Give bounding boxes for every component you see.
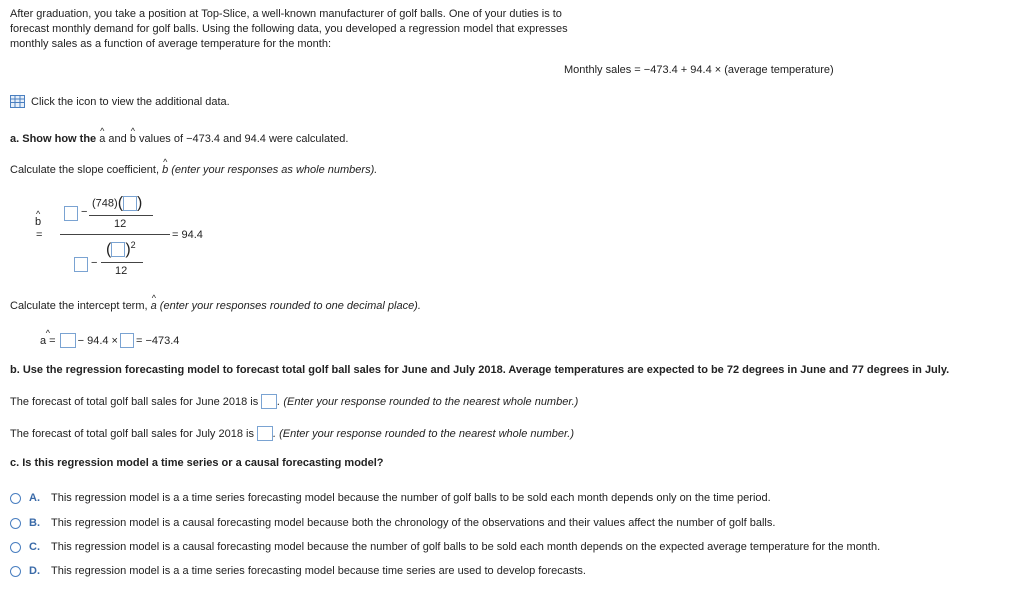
option-b[interactable]: B. This regression model is a causal forecasting model because both the chronology of the observations and their values affect the number of golf balls. xyxy=(10,517,775,529)
part-a-question: a. Show how the ^ a and ^ b values of −473.4 and 94.4 were calculated. xyxy=(10,133,348,145)
slope-instruction: Calculate the slope coefficient, ^ b (enter your responses as whole numbers). xyxy=(10,164,377,176)
sum-x-input[interactable] xyxy=(111,242,125,257)
sum-xy-input[interactable] xyxy=(64,206,78,221)
additional-data-hint[interactable] xyxy=(10,95,230,108)
july-forecast-row: The forecast of total golf ball sales for July 2018 is . (Enter your response rounded to the nearest whole number.) xyxy=(10,427,575,440)
option-c[interactable]: C. This regression model is a causal forecasting model because the number of golf balls to be sold each month depends on the expected average temperature for the month. xyxy=(10,541,880,553)
intro-line-1: After graduation, you take a position at Top-Slice, a well-known manufacturer of golf balls. One of your duties is to xyxy=(10,8,562,20)
denominator-square: ( )$^2$ xyxy=(106,240,136,258)
mean-y-input[interactable] xyxy=(60,333,76,348)
b-hat-symbol: ^ b xyxy=(130,133,136,145)
june-forecast-input[interactable] xyxy=(261,394,277,409)
radio-option-a[interactable] xyxy=(10,493,21,504)
numerator-product: (748)( ) xyxy=(92,194,143,212)
intro-line-3: monthly sales as a function of average temperature for the month: xyxy=(10,38,332,50)
radio-option-d[interactable] xyxy=(10,566,21,577)
table-grid-icon[interactable] xyxy=(10,95,25,108)
regression-equation: Monthly sales = −473.4 + 94.4 × (average temperature) xyxy=(564,64,834,76)
june-forecast-row: The forecast of total golf ball sales for June 2018 is . (Enter your response rounded to the nearest whole number.) xyxy=(10,395,579,408)
july-forecast-input[interactable] xyxy=(257,426,273,441)
inner-fraction-line-bottom xyxy=(101,262,143,263)
divisor-top: 12 xyxy=(114,218,127,230)
slope-b-label: ^ b xyxy=(35,216,41,228)
inner-fraction-line-top xyxy=(89,215,153,216)
mean-x-input[interactable] xyxy=(120,333,134,348)
intercept-instruction: Calculate the intercept term, ^ a (enter your responses rounded to one decimal place). xyxy=(10,300,421,312)
minus-sign-2: − xyxy=(91,257,98,269)
sum-y-input[interactable] xyxy=(123,196,137,211)
radio-option-b[interactable] xyxy=(10,518,21,529)
intro-line-2: forecast monthly demand for golf balls. Using the following data, you developed a regression model that expresses xyxy=(10,23,568,35)
part-b-question: b. Use the regression forecasting model to forecast total golf ball sales for June and July 2018. Average temperatures are expected to be 72 degrees in June and 77 degrees in July. xyxy=(10,364,950,376)
slope-equals: = xyxy=(36,229,43,241)
slope-result: = 94.4 xyxy=(172,229,203,241)
minus-sign: − xyxy=(81,206,88,218)
radio-option-c[interactable] xyxy=(10,542,21,553)
hint-text: Click the icon to view the additional data. xyxy=(31,95,230,108)
part-c-question: c. Is this regression model a time series or a causal forecasting model? xyxy=(10,457,384,469)
option-d[interactable]: D. This regression model is a a time series forecasting model because time series are used to develop forecasts. xyxy=(10,565,586,577)
a-hat-symbol: ^ a xyxy=(99,133,105,145)
sum-x-squared-input[interactable] xyxy=(74,257,88,272)
problem-intro xyxy=(10,7,650,52)
option-a[interactable]: A. This regression model is a a time series forecasting model because the number of golf balls to be sold each month depends only on the time period. xyxy=(10,492,771,504)
main-fraction-line xyxy=(60,234,170,235)
intercept-equation: ^ a = − 94.4 × = −473.4 xyxy=(40,333,179,348)
divisor-bottom: 12 xyxy=(115,265,128,277)
